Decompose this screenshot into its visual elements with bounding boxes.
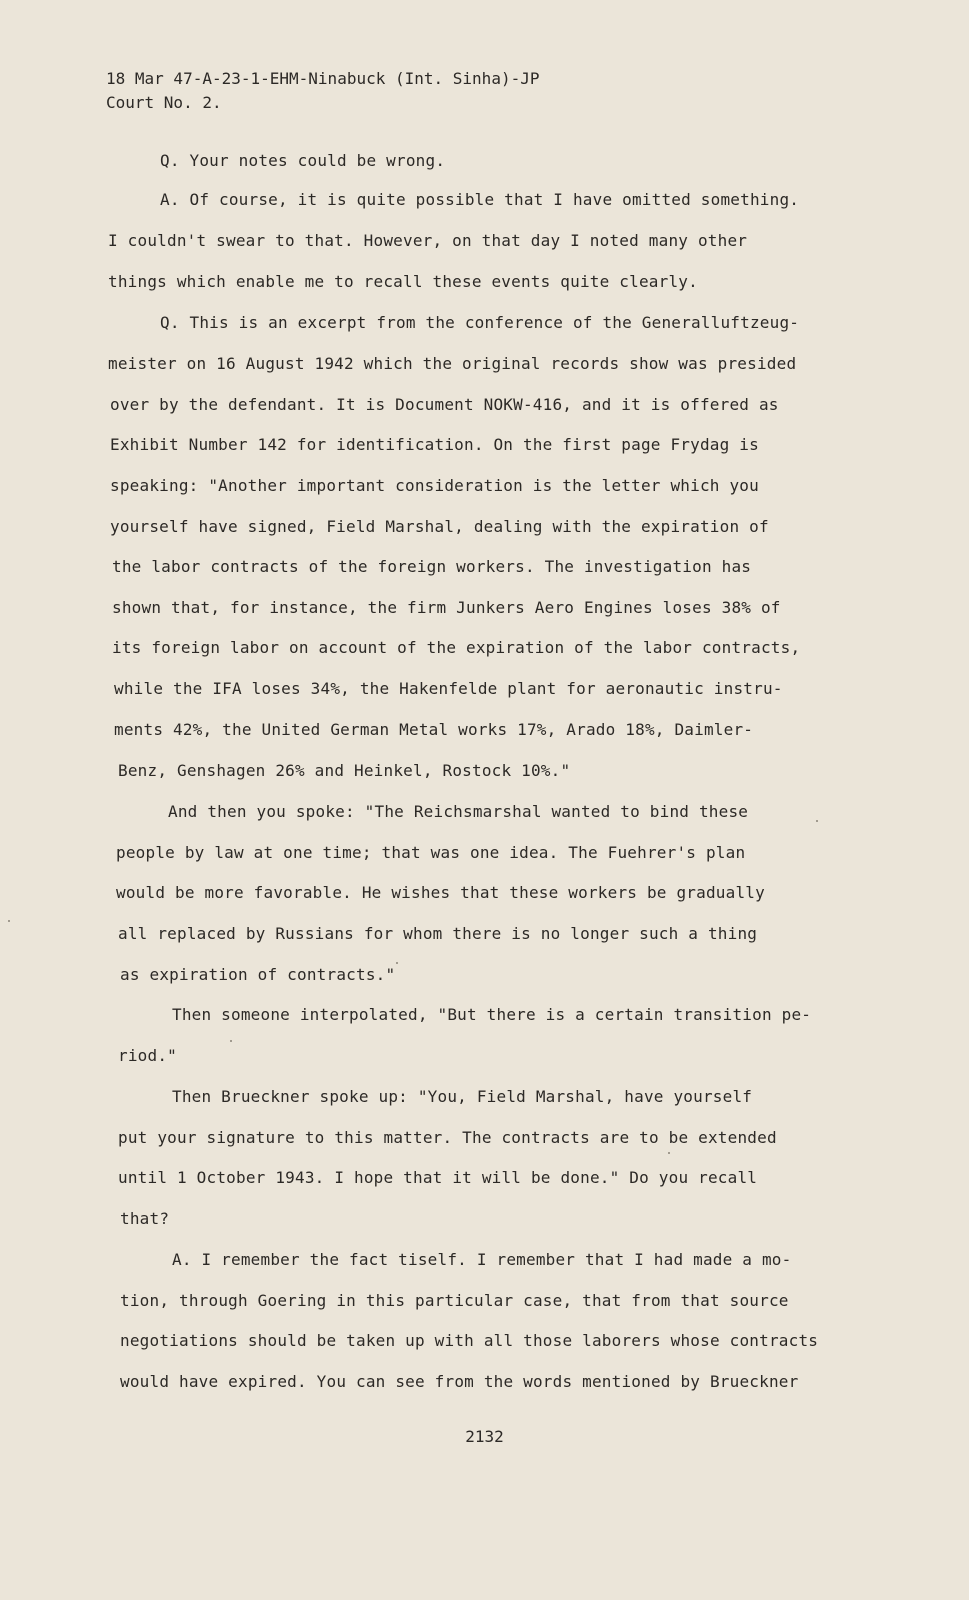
text-line: I couldn't swear to that. However, on that day I noted many other — [108, 231, 748, 250]
paper-speck — [396, 962, 398, 964]
header-line-1: 18 Mar 47-A-23-1-EHM-Ninabuck (Int. Sinha)-JP — [106, 69, 540, 88]
text-line: speaking: "Another important consideration is the letter which you — [110, 476, 759, 495]
header-line-2: Court No. 2. — [106, 93, 222, 112]
text-line: Benz, Genshagen 26% and Heinkel, Rostock 10%." — [118, 761, 571, 780]
text-line: riod." — [118, 1046, 177, 1065]
text-line: the labor contracts of the foreign workers. The investigation has — [112, 557, 752, 576]
text-line: yourself have signed, Field Marshal, dealing with the expiration of — [110, 517, 769, 536]
text-line: shown that, for instance, the firm Junkers Aero Engines loses 38% of — [112, 598, 781, 617]
text-line: as expiration of contracts." — [120, 965, 396, 984]
text-line: all replaced by Russians for whom there is no longer such a thing — [118, 924, 758, 943]
text-line: tion, through Goering in this particular case, that from that source — [120, 1291, 789, 1310]
text-line: Exhibit Number 142 for identification. On the first page Frydag is — [110, 435, 759, 454]
text-line: ments 42%, the United German Metal works 17%, Arado 18%, Daimler- — [114, 720, 754, 739]
text-line: while the IFA loses 34%, the Hakenfelde plant for aeronautic instru- — [114, 679, 783, 698]
text-line: Then Brueckner spoke up: "You, Field Marshal, have yourself — [172, 1087, 753, 1106]
text-line: A. Of course, it is quite possible that I have omitted something. — [160, 190, 800, 209]
text-line: And then you spoke: "The Reichsmarshal wanted to bind these — [168, 802, 749, 821]
text-line: negotiations should be taken up with all those laborers whose contracts — [120, 1331, 819, 1350]
text-line: would be more favorable. He wishes that these workers be gradually — [116, 883, 765, 902]
text-line: things which enable me to recall these events quite clearly. — [108, 272, 698, 291]
text-line: Q. This is an excerpt from the conference of the Generalluftzeug- — [160, 313, 800, 332]
page-number: 2132 — [465, 1427, 504, 1446]
text-line: would have expired. You can see from the words mentioned by Brueckner — [120, 1372, 799, 1391]
text-line: its foreign labor on account of the expiration of the labor contracts, — [112, 638, 801, 657]
text-line: A. I remember the fact tiself. I remember that I had made a mo- — [172, 1250, 792, 1269]
text-line: meister on 16 August 1942 which the original records show was presided — [108, 354, 797, 373]
text-line: over by the defendant. It is Document NOKW-416, and it is offered as — [110, 395, 779, 414]
paper-speck — [816, 820, 818, 822]
paper-speck — [668, 1152, 670, 1154]
paper-speck — [8, 920, 10, 922]
text-line: until 1 October 1943. I hope that it will be done." Do you recall — [118, 1168, 758, 1187]
text-line: people by law at one time; that was one idea. The Fuehrer's plan — [116, 843, 746, 862]
text-line: Then someone interpolated, "But there is a certain transition pe- — [172, 1005, 812, 1024]
paper-speck — [230, 1040, 232, 1042]
text-line: that? — [120, 1209, 170, 1228]
text-line: put your signature to this matter. The contracts are to be extended — [118, 1128, 777, 1147]
text-line: Q. Your notes could be wrong. — [160, 151, 446, 170]
